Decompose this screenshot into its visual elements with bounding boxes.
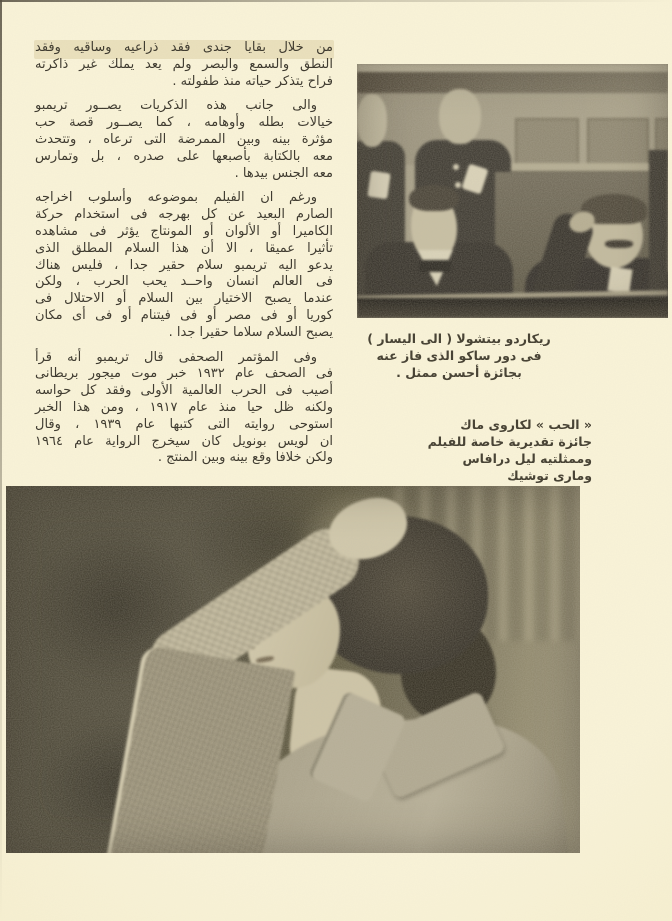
photo-vignette	[357, 64, 668, 318]
paragraph-3	[35, 190, 333, 341]
body-text-line: استوحى روايته التى كتبها عام ١٩٣٩ ، وقال	[35, 416, 333, 432]
body-text-line: الصارم البعيد عن كل بهرجه فى استخدام حركة	[35, 207, 333, 223]
body-text-line: عندما يصبح الاختيار بين السلام أو الاحتلال فى	[35, 291, 333, 307]
body-text-line: ولكن خلافا وقع بينه وبين المنتج .	[157, 450, 333, 466]
paragraph-4	[35, 350, 333, 468]
body-text-line: يدعو اليه تريمبو سلام حقير جدا ، فليس هناك	[35, 257, 333, 273]
body-text-line: أصيب فى الحرب العالمية الأولى وفقد كل حواسه	[35, 383, 333, 399]
courtroom-photo	[357, 64, 668, 318]
body-text-line: ورغم ان الفيلم بموضوعه وأسلوب اخراجه	[35, 190, 317, 206]
body-text-line: فى الصحف عام ١٩٣٢ خبر موت ميجور بريطانى	[35, 366, 333, 382]
body-text-line: من خلال بقايا جندى فقد ذراعيه وساقيه وفقد	[35, 40, 333, 55]
body-text-line: ان لويس بونويل كان سيخرج الرواية عام ١٩٦٤	[35, 433, 333, 449]
body-text-line: الكاميرا أو الألوان أو المونتاج يؤثر فى مشاهده	[35, 223, 333, 239]
body-text-line: كوريا أو فى مصر أو فى فيتنام أو فى أى مكان	[35, 307, 333, 323]
caption-line: « الحب » لكاروى ماك	[460, 417, 592, 432]
body-text-line: مؤثرة بينه وبين الممرضة التى ترعاه ، وتتحدث	[35, 131, 333, 147]
caption-line: بجائزة أحسن ممثل .	[396, 365, 522, 380]
body-text-line: ولكنه ظل حيا منذ عام ١٩١٧ ، ومن هذا الخبر	[35, 399, 333, 415]
paragraph-1	[35, 40, 333, 90]
body-text-line: معه بالكتابة بأصبعها على صدره ، بل وتمارس	[35, 148, 333, 164]
paragraph-2	[35, 98, 333, 182]
body-text-line: خيالات بطله وأوهامه ، كما يصــور قصة حب	[35, 115, 333, 131]
woman-profile-photo	[6, 486, 580, 853]
body-text-line: والى جانب هذه الذكريات يصــور تريمبو	[35, 98, 317, 114]
photo-vignette	[6, 486, 580, 853]
body-text-line: فراح يتذكر حياته منذ طفولته .	[172, 73, 333, 89]
article-text-column	[35, 40, 333, 467]
love-film-caption	[420, 416, 592, 484]
body-text-line: معه الجنس بيدها .	[234, 165, 333, 181]
body-text-line: تأثيرا عميقا ، الا أن هذا السلام المطلق الذى	[35, 240, 333, 256]
caption-line: فى دور ساكو الذى فاز عنه	[376, 348, 542, 363]
body-text-line: فى العالم انسان واحــد يحب الحرب ، ولكن	[35, 274, 333, 290]
body-text-line: وفى المؤتمر الصحفى قال تريمبو أنه قرأ	[35, 349, 317, 365]
caption-line: ريكاردو بيتشولا ( الى اليسار )	[367, 331, 551, 346]
caption-line: وممثلتيه ليل درافاس ومارى توشيك	[462, 451, 592, 483]
scan-edge-left	[0, 0, 2, 921]
scan-edge-top	[0, 0, 672, 2]
courtroom-photo-caption	[366, 330, 552, 381]
body-text-line: النطق والسمع والبصر ولم يعد يملك غير ذاكرته	[35, 56, 333, 72]
caption-line: جائزة تقديرية خاصة للفيلم	[427, 434, 592, 449]
body-text-line: يصبح السلام سلاما حقيرا جدا .	[168, 324, 333, 340]
